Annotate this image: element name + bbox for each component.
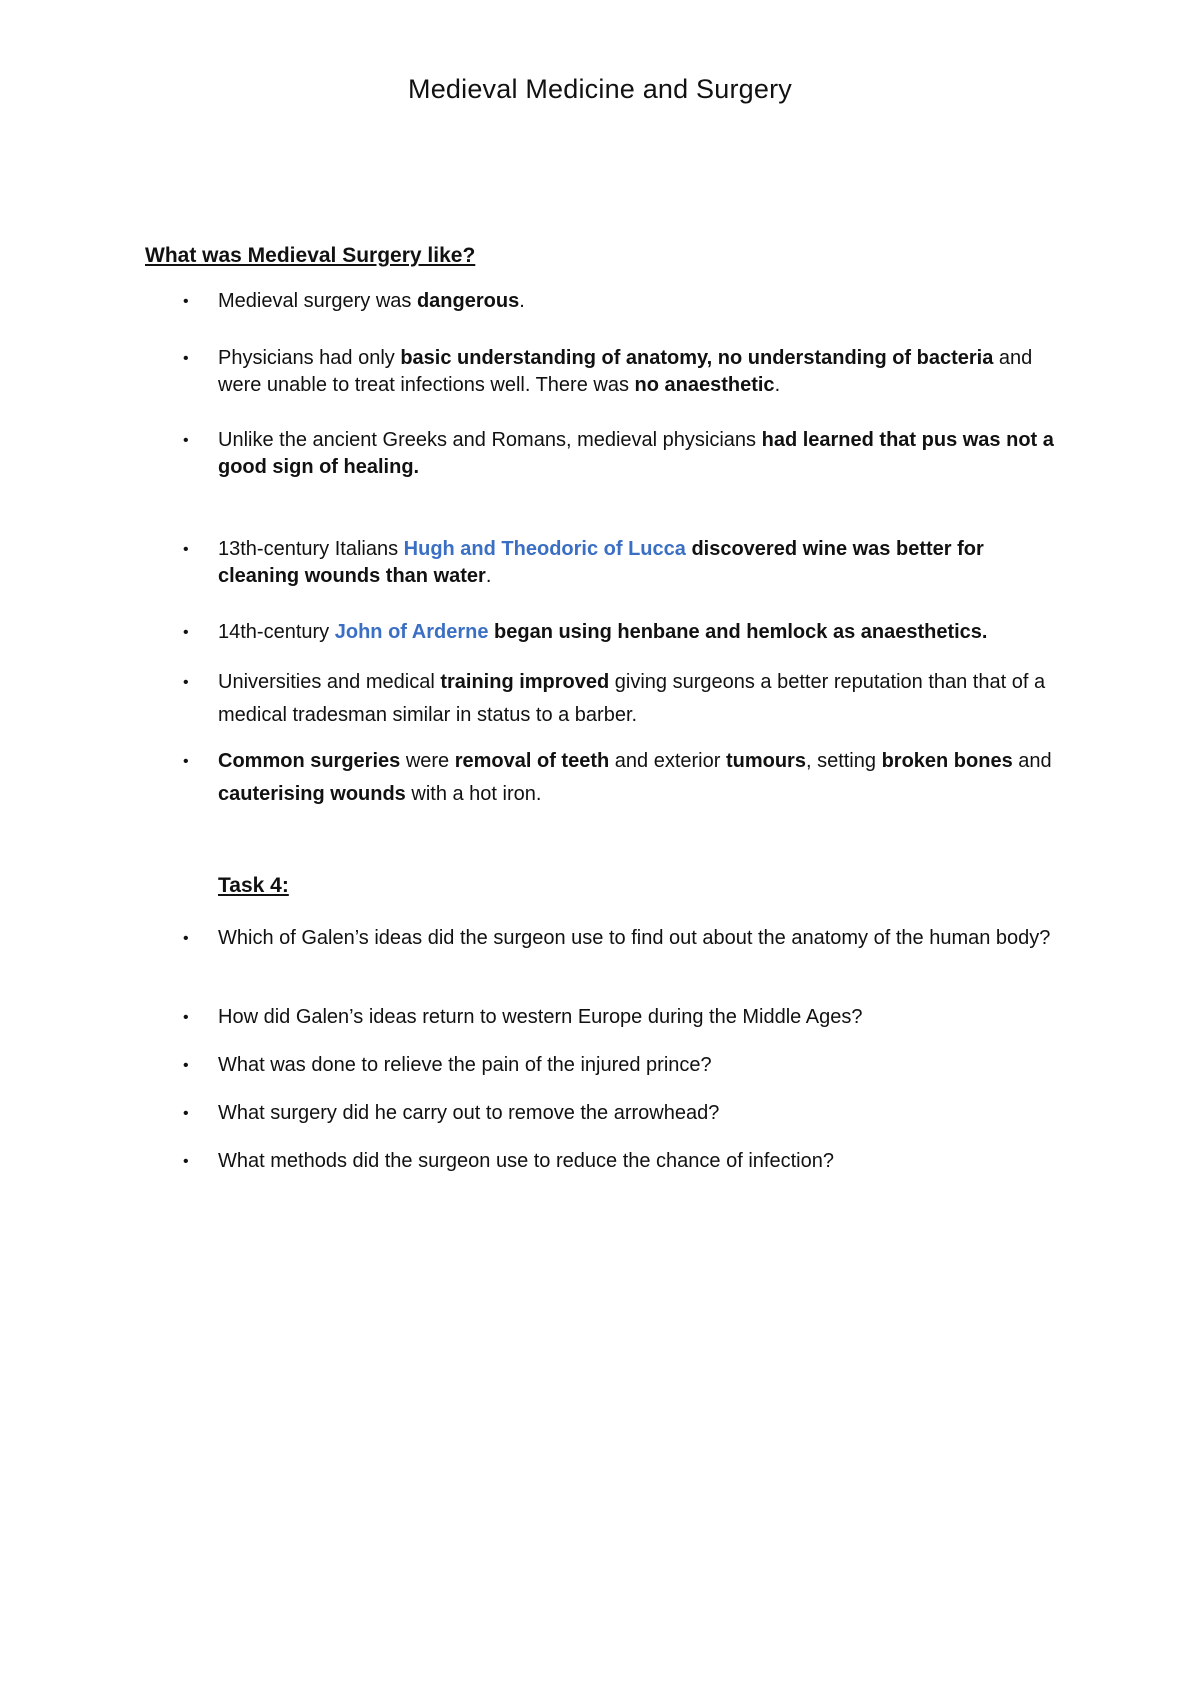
question-text: What methods did the surgeon use to reduce the chance of infection? — [218, 1150, 834, 1172]
list-item — [183, 666, 1063, 732]
list-item-text: Universities and medical training improved giving surgeons a better reputation than that of a medical tradesman similar in status to a barber. — [218, 671, 1046, 726]
list-item-text: Physicians had only basic understanding of anatomy, no understanding of bacteria and were unable to treat infections well. There was no anaesthetic. — [218, 347, 1033, 396]
question-item — [183, 1001, 1063, 1034]
list-item-text: Medieval surgery was dangerous. — [218, 290, 525, 312]
page-title: Medieval Medicine and Surgery — [408, 74, 792, 104]
bullet-icon: • — [183, 1153, 189, 1170]
bullet-icon: • — [183, 541, 189, 558]
task-heading: Task 4: — [218, 874, 289, 897]
list-item — [183, 288, 1063, 315]
bullet-icon: • — [183, 432, 189, 449]
question-item — [183, 1097, 1063, 1130]
list-item-text: 14th-century John of Arderne began using henbane and hemlock as anaesthetics. — [218, 621, 988, 643]
list-item — [183, 536, 1063, 590]
list-item-text: Common surgeries were removal of teeth and exterior tumours, setting broken bones and cauterising wounds with a hot iron. — [218, 750, 1052, 805]
question-text: What was done to relieve the pain of the injured prince? — [218, 1054, 712, 1076]
bullet-icon: • — [183, 753, 189, 770]
bullet-icon: • — [183, 674, 189, 691]
highlighted-name: Hugh and Theodoric of Lucca — [403, 538, 686, 560]
question-item — [183, 1145, 1063, 1178]
question-text: What surgery did he carry out to remove the arrowhead? — [218, 1102, 720, 1124]
bullet-icon: • — [183, 1105, 189, 1122]
question-item — [183, 1049, 1063, 1082]
list-item — [183, 745, 1063, 811]
question-item — [183, 922, 1063, 955]
list-item-text: 13th-century Italians Hugh and Theodoric of Lucca discovered wine was better for cleaning wounds than water. — [218, 538, 984, 587]
bullet-icon: • — [183, 293, 189, 310]
list-item — [183, 427, 1063, 481]
section-heading: What was Medieval Surgery like? — [145, 244, 476, 267]
question-text: How did Galen’s ideas return to western Europe during the Middle Ages? — [218, 1006, 863, 1028]
list-item-text: Unlike the ancient Greeks and Romans, medieval physicians had learned that pus was not a good sign of healing. — [218, 429, 1054, 478]
list-item — [183, 619, 1063, 646]
bullet-icon: • — [183, 930, 189, 947]
bullet-icon: • — [183, 350, 189, 367]
question-text: Which of Galen’s ideas did the surgeon use to find out about the anatomy of the human body? — [218, 927, 1051, 949]
list-item — [183, 345, 1063, 399]
bullet-icon: • — [183, 1057, 189, 1074]
highlighted-name: John of Arderne — [334, 621, 489, 643]
bullet-icon: • — [183, 1009, 189, 1026]
bullet-icon: • — [183, 624, 189, 641]
